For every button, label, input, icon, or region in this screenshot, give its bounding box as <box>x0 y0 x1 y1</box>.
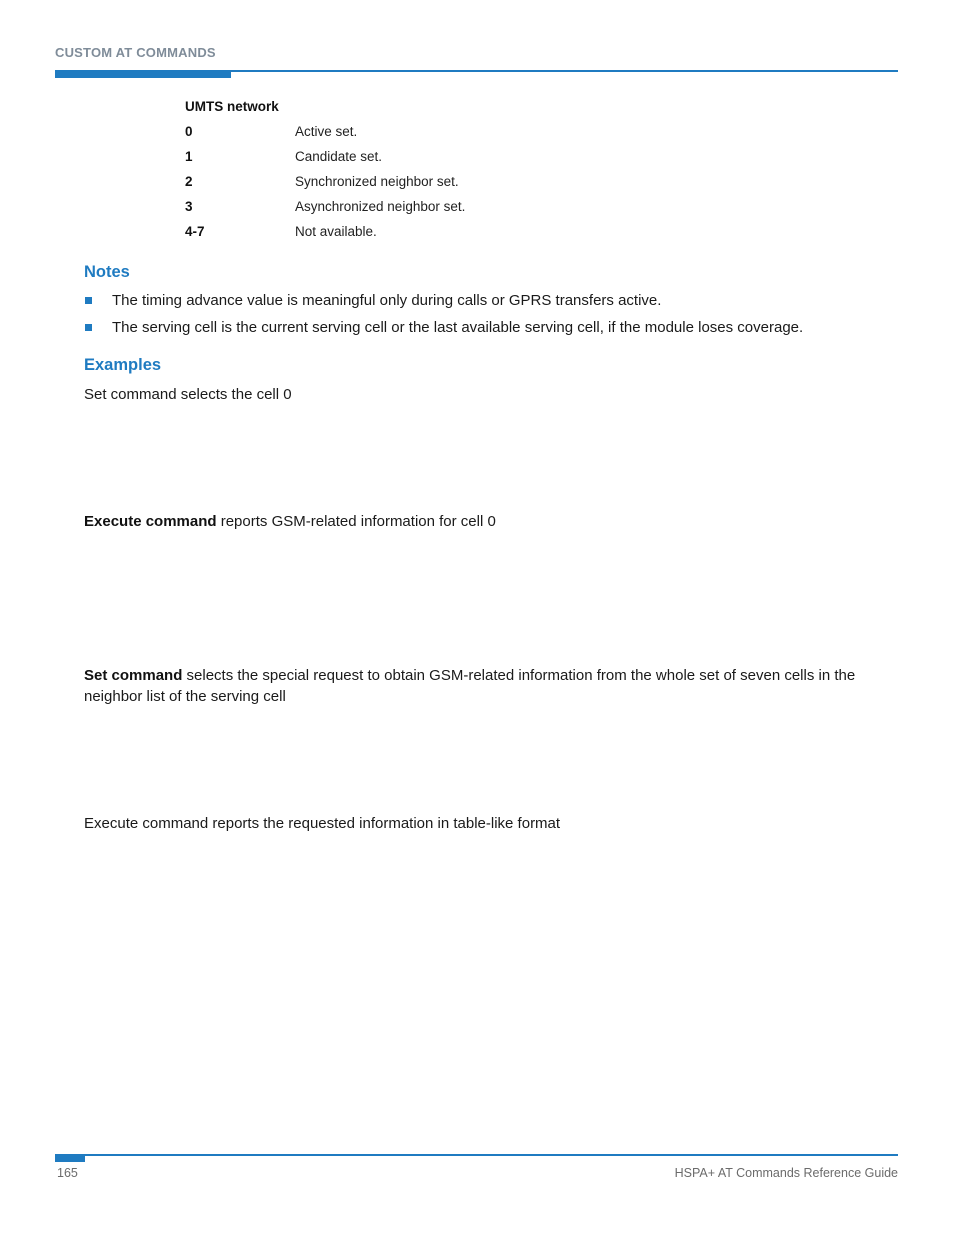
header-accent-block <box>55 70 231 78</box>
umts-code: 3 <box>185 199 193 214</box>
note-text: The serving cell is the current serving cell or the last available serving cell, if the module loses coverage. <box>112 319 804 336</box>
umts-network-heading: UMTS network <box>185 99 279 114</box>
umts-code: 2 <box>185 174 193 189</box>
command-term: Execute command <box>84 513 217 530</box>
example-paragraph: Execute command reports the requested information in table-like format <box>84 815 561 832</box>
paragraph-text: reports GSM-related information for cell 0 <box>216 513 496 530</box>
guide-title: HSPA+ AT Commands Reference Guide <box>674 1166 898 1180</box>
umts-description: Asynchronized neighbor set. <box>295 199 466 214</box>
note-item <box>84 292 884 312</box>
example-paragraph <box>84 665 884 707</box>
umts-row <box>185 124 685 142</box>
umts-row <box>185 224 685 242</box>
note-text: The timing advance value is meaningful only during calls or GPRS transfers active. <box>112 292 662 309</box>
paragraph-text: selects the special request to obtain GSM-related information from the whole set of seven cells in the neighbor list of the serving cell <box>84 667 856 705</box>
running-header: CUSTOM AT COMMANDS <box>55 45 216 60</box>
umts-description: Not available. <box>295 224 377 239</box>
square-bullet-icon <box>85 324 92 331</box>
umts-row <box>185 149 685 167</box>
page-number: 165 <box>57 1166 78 1180</box>
umts-description: Candidate set. <box>295 149 383 164</box>
examples-heading: Examples <box>84 356 162 374</box>
example-paragraph: Set command selects the cell 0 <box>84 386 292 403</box>
square-bullet-icon <box>85 297 92 304</box>
footer-rule <box>55 1154 898 1156</box>
umts-row <box>185 174 685 192</box>
umts-description: Active set. <box>295 124 358 139</box>
command-term: Set command <box>84 667 183 684</box>
note-item <box>84 319 884 339</box>
example-paragraph <box>84 511 884 532</box>
notes-heading: Notes <box>84 263 130 281</box>
footer-accent-block <box>55 1154 85 1162</box>
umts-row <box>185 199 685 217</box>
umts-code: 1 <box>185 149 193 164</box>
umts-code: 4-7 <box>185 224 205 239</box>
umts-description: Synchronized neighbor set. <box>295 174 459 189</box>
umts-code: 0 <box>185 124 193 139</box>
